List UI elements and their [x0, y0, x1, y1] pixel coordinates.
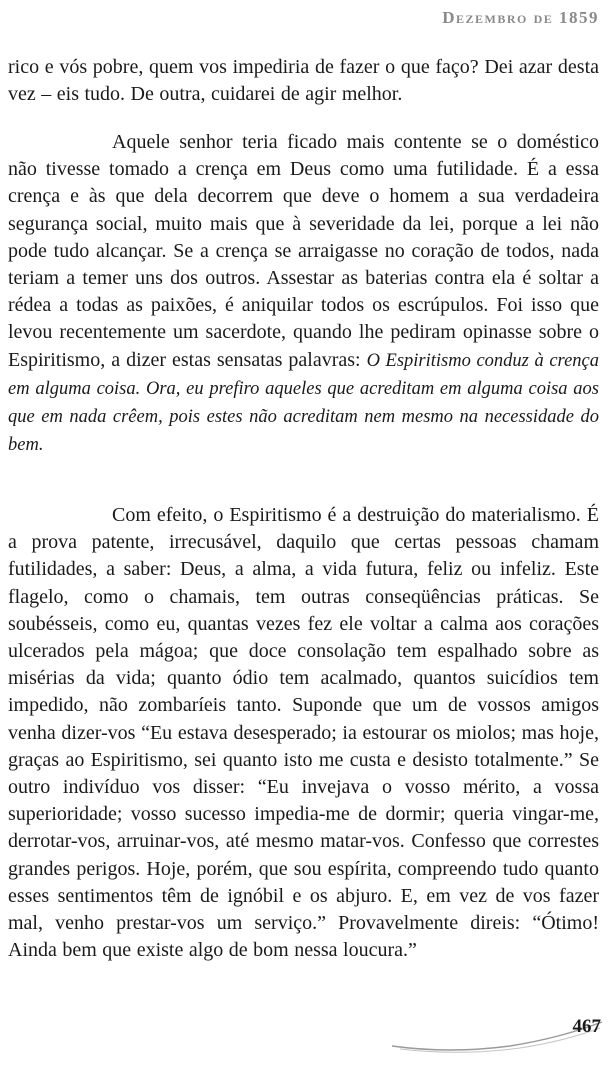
body-paragraph-3-text: Com efeito, o Espiritismo é a destruição do materialismo. É a prova patente, irrecusável, daquilo que certas pessoas chamam futilidades, a saber: Deus, a alma, a vida futura, feliz ou infeliz. Este flagelo, como o chamais, tem outras conseqüências práticas. Se soubésseis, como eu, quantas vezes fez ele voltar a calma aos corações ulcerados pela mágoa; que doce consolação tem espalhado sobre as misérias da vida; quanto ódio tem acalmado, quantos suicídios tem impedido, não zombaríeis tanto. Suponde que um de vossos amigos venha dizer-vos “Eu estava desesperado; ia estourar os miolos; mas hoje, graças ao Espiritismo, sei quanto isto me custa e desisto totalmente.” Se outro indivíduo vos disser: “Eu invejava o vosso mérito, a vossa superioridade; vosso sucesso impedia-me de dormir; queria vingar-me, derrotar-vos, arruinar-vos, até mesmo matar-vos. Confesso que correstes grandes perigos. Hoje, porém, que sou espírita, compreendo tudo quanto esses sentimentos têm de ignóbil e os abjuro. E, em vez de vos fazer mal, venho prestar-vos um serviço.” Provavelmente direis: “Ótimo! Ainda bem que existe algo de bom nessa loucura.” — [8, 504, 599, 962]
body-paragraph-2 — [8, 129, 599, 459]
priest-quote-italic: O Espiritismo conduz à crença em alguma coisa. Ora, eu prefiro aqueles que acreditam em alguma coisa aos que em nada crêem, pois estes não acreditam nem mesmo na necessidade do bem. — [8, 350, 599, 456]
running-header: Dezembro de 1859 — [442, 8, 599, 27]
page-number: 467 — [572, 1016, 601, 1037]
body-paragraph-3 — [8, 502, 599, 964]
paragraph-2-roman-text: Aquele senhor teria ficado mais contente se o doméstico não tivesse tomado a crença em Deus como uma futilidade. É a essa crença e às que dela decorrem que deve o homem a sua verdadeira segurança social, muito mais que à severidade da lei, porque a lei não pode tudo alcançar. Se a crença se arraigasse no coração de todos, nada teriam a temer uns dos outros. Assestar as baterias contra ela é soltar a rédea a todas as paixões, é aniquilar todos os escrúpulos. Foi isso que levou recentemente um sacerdote, quando lhe pediram opinasse sobre o Espiritismo, a dizer estas sensatas palavras: — [8, 131, 599, 371]
continued-paragraph — [8, 54, 599, 108]
continued-paragraph-text: rico e vós pobre, quem vos impediria de fazer o que faço? Dei azar desta vez – eis tudo. De outra, cuidarei de agir melhor. — [8, 56, 599, 106]
body-paragraph-2-text — [8, 129, 599, 459]
